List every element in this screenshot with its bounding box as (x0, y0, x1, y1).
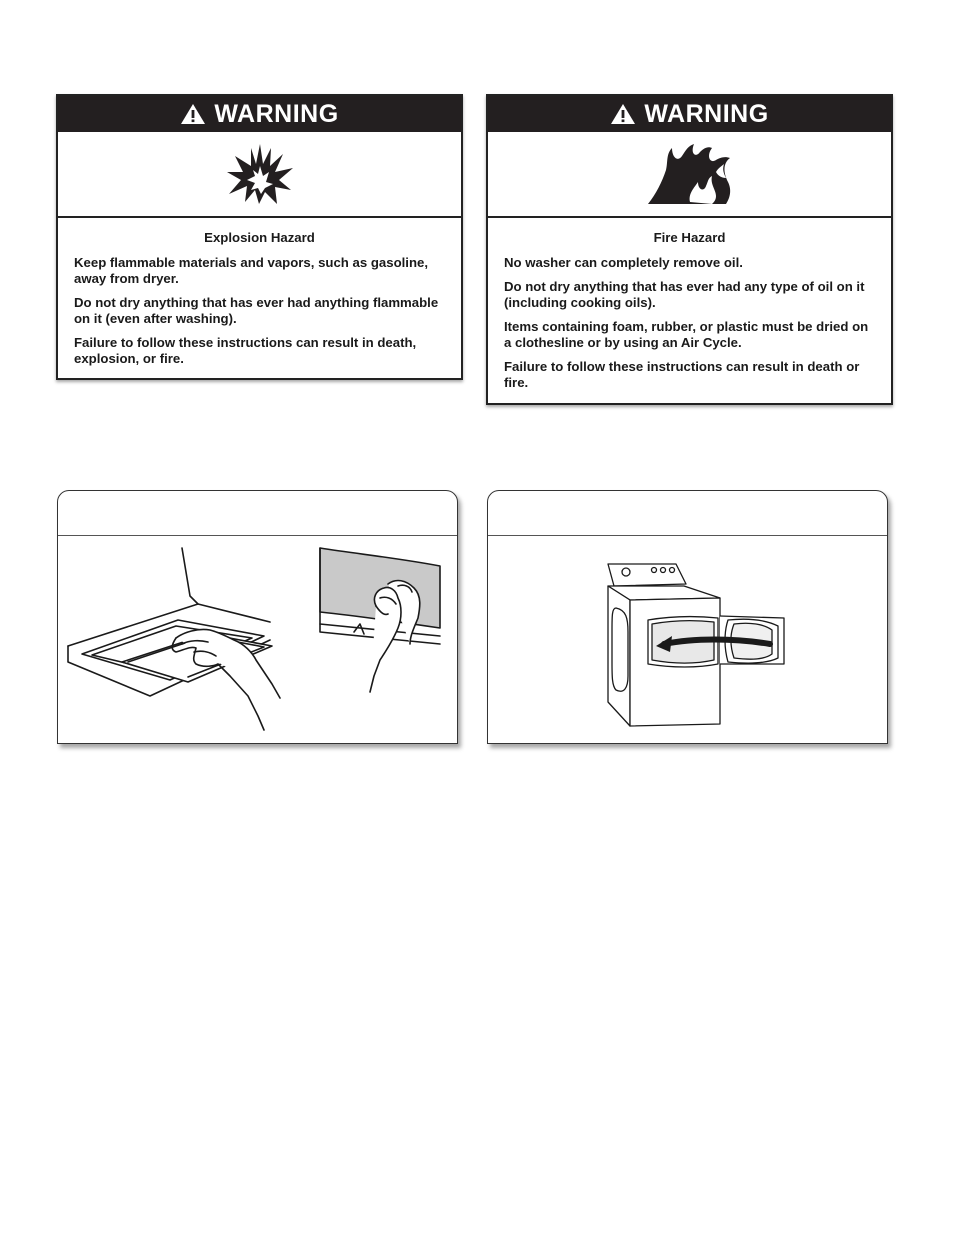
explosion-icon (225, 142, 295, 206)
warning-line: Failure to follow these instructions can result in death or fire. (504, 359, 860, 390)
illustration-panel-dryer-door (487, 490, 888, 744)
alert-triangle-icon (180, 103, 206, 125)
hazard-title: Explosion Hazard (204, 230, 315, 245)
warning-title: WARNING (214, 99, 339, 128)
hazard-symbol-area (488, 132, 891, 218)
warning-box-fire (486, 94, 893, 405)
panel-header (58, 491, 457, 536)
alert-triangle-icon (610, 103, 636, 125)
warning-line: Items containing foam, rubber, or plastic must be dried on a clothesline or by using an Air Cycle. (504, 319, 869, 350)
warning-box-explosion (56, 94, 463, 380)
warning-text (488, 218, 891, 401)
warning-line: Failure to follow these instructions can result in death, explosion, or fire. (74, 335, 417, 366)
fire-icon (642, 142, 738, 206)
hazard-symbol-area (58, 132, 461, 218)
warning-header (58, 96, 461, 132)
warning-line: No washer can completely remove oil. (504, 255, 743, 270)
warning-title: WARNING (644, 99, 769, 128)
illustration-panel-lint-screen (57, 490, 458, 744)
warning-line: Do not dry anything that has ever had any type of oil on it (including cooking oils). (504, 279, 865, 310)
dryer-door-open-illustration (488, 536, 887, 743)
lint-screen-cleaning-illustration (58, 536, 457, 743)
panel-header (488, 491, 887, 536)
warning-text (58, 218, 461, 377)
warning-line: Keep flammable materials and vapors, such as gasoline, away from dryer. (74, 255, 429, 286)
hazard-title: Fire Hazard (653, 230, 726, 245)
warning-line: Do not dry anything that has ever had anything flammable on it (even after washing). (74, 295, 439, 326)
warning-header (488, 96, 891, 132)
